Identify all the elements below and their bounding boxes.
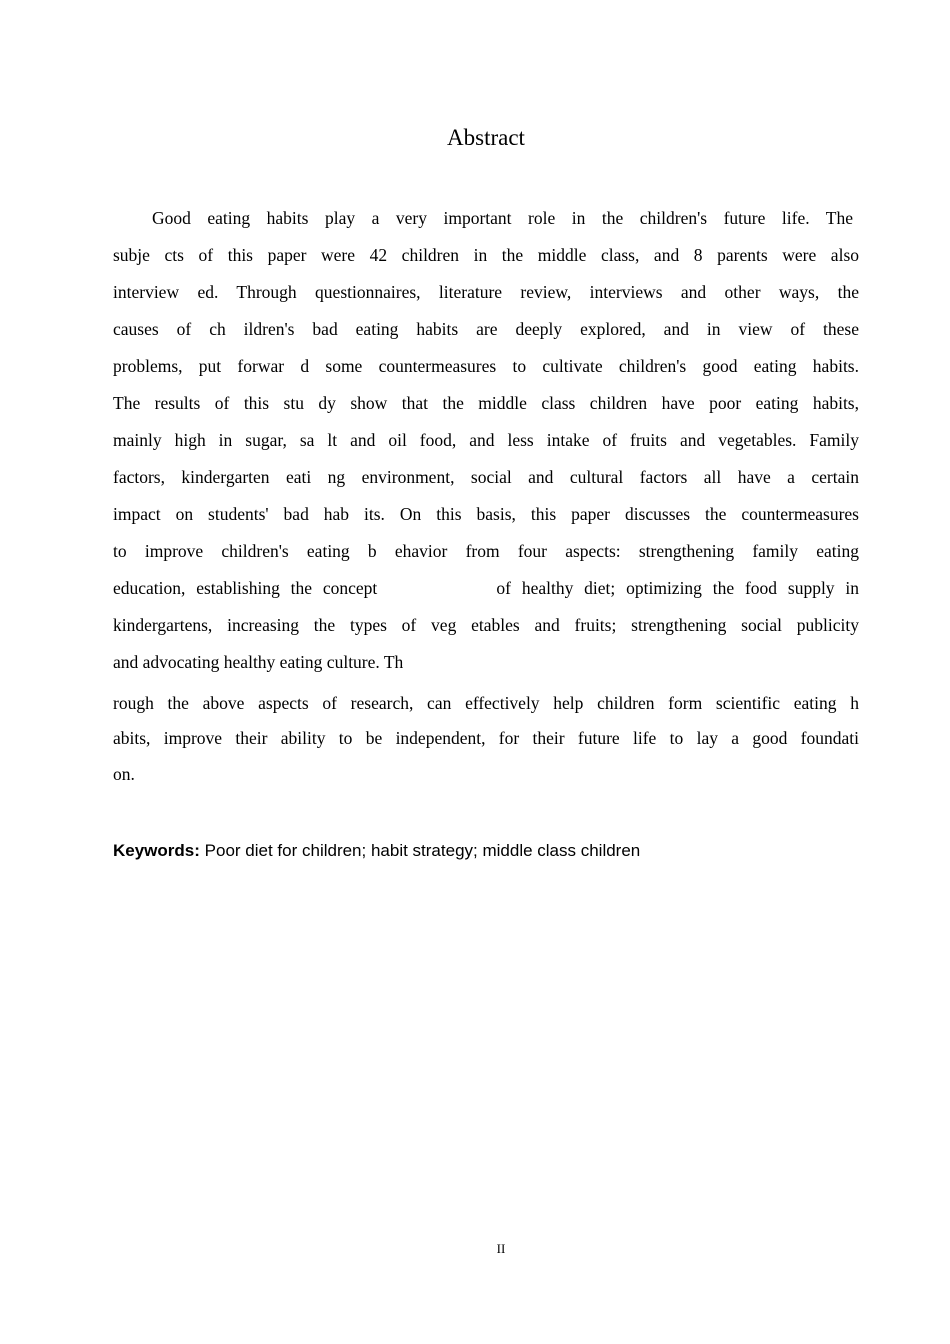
abstract-line: subje cts of this paper were 42 children in the middle class, and 8 parents were also [113,245,859,265]
abstract-line: on. [113,764,135,784]
abstract-line: to improve children's eating b ehavior from four aspects: strengthening family eating [113,541,859,561]
abstract-line: The results of this stu dy show that the middle class children have poor eating habits, [113,393,859,413]
abstract-line: interview ed. Through questionnaires, literature review, interviews and other ways, the [113,282,859,302]
abstract-line: impact on students' bad hab its. On this basis, this paper discusses the countermeasures [113,504,859,524]
keywords-line [113,839,640,863]
page-number: II [496,1241,506,1256]
abstract-line: kindergartens, increasing the types of veg etables and fruits; strengthening social publicity [113,615,859,635]
abstract-line: factors, kindergarten eati ng environment, social and cultural factors all have a certain [113,467,859,487]
abstract-line: Good eating habits play a very important role in the children's future life. The [152,208,853,228]
abstract-line: mainly high in sugar, sa lt and oil food, and less intake of fruits and vegetables. Family [113,430,859,450]
abstract-line: education, establishing the concept of healthy diet; optimizing the food supply in [113,578,859,598]
abstract-line: abits, improve their ability to be independent, for their future life to lay a good foundati [113,728,859,748]
keywords-text: Poor diet for children; habit strategy; middle class children [204,841,641,860]
abstract-line: problems, put forwar d some countermeasures to cultivate children's good eating habits. [113,356,859,376]
abstract-line: and advocating healthy eating culture. Th [113,652,404,672]
abstract-line: causes of ch ildren's bad eating habits are deeply explored, and in view of these [113,319,859,339]
keywords-label: Keywords: [113,841,200,860]
abstract-title: Abstract [447,125,525,150]
abstract-line: rough the above aspects of research, can effectively help children form scientific eating h [113,693,859,713]
